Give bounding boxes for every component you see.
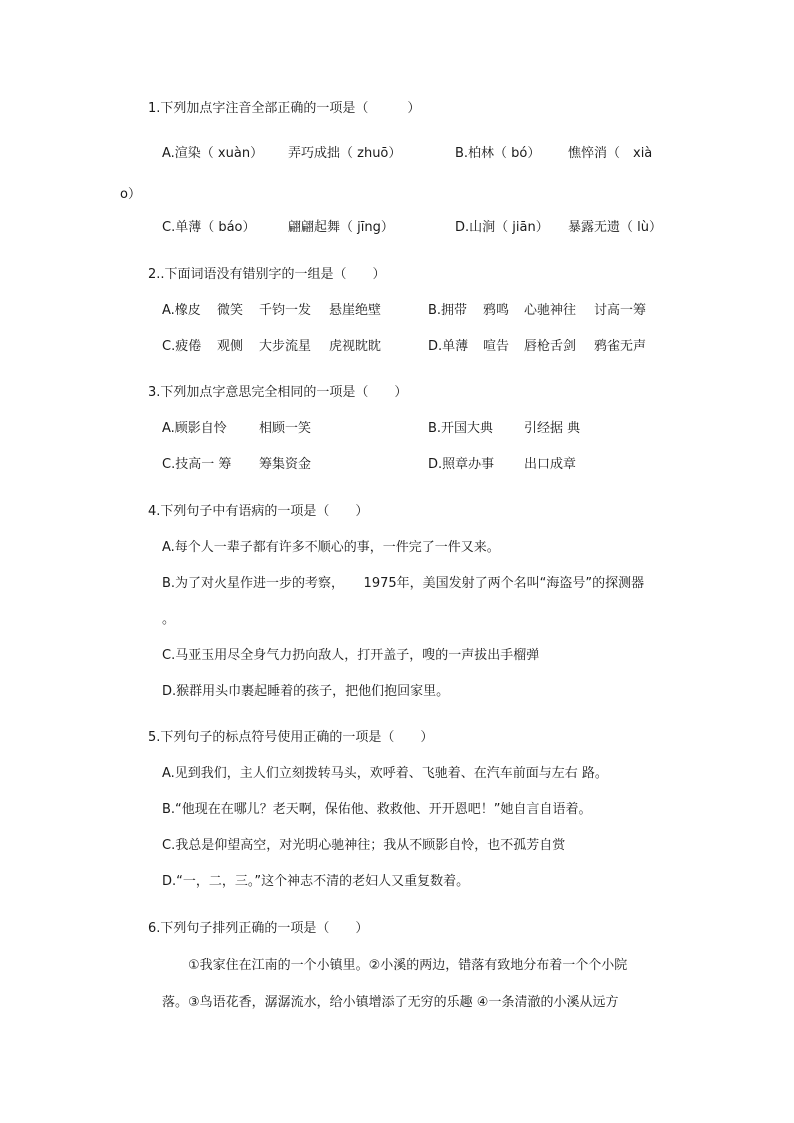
q3-option-b: B.开国大典 <box>428 421 494 436</box>
q1-option-c: C.单薄（ báo） <box>162 220 256 235</box>
q3-option-c-word2: 筹集资金 <box>259 457 312 472</box>
q2-b-word4: 讨高一筹 <box>594 303 647 318</box>
q5-option-d: D.“一，二，三。”这个神志不清的老妇人又重复数着。 <box>162 874 470 889</box>
question-2-stem: 2..下面词语没有错别字的一组是（ ） <box>148 267 386 282</box>
q1-option-d-word2: 暴露无遗（ lù） <box>568 220 662 235</box>
q4-option-c: C.马亚玉用尽全身气力扔向敌人，打开盖子，嗖的一声拔出手榴弹 <box>162 648 540 663</box>
q2-d-word1: D.单薄 <box>428 339 469 354</box>
q6-passage-line-1: ①我家住在江南的一个小镇里。②小溪的两边，错落有致地分布着一个个小院 <box>188 958 628 973</box>
q2-d-word4: 鸦雀无声 <box>594 339 647 354</box>
q2-d-word3: 唇枪舌剑 <box>524 339 577 354</box>
q1-wrap-continuation: o） <box>120 187 141 202</box>
q1-option-c-word2: 翩翩起舞（ jīng） <box>288 220 394 235</box>
q2-c-word3: 大步流星 <box>259 339 312 354</box>
q2-a-word3: 千钧一发 <box>259 303 312 318</box>
q2-a-word2: 微笑 <box>217 303 244 318</box>
q2-c-word1: C.疲倦 <box>162 339 202 354</box>
q2-d-word2: 喧告 <box>483 339 510 354</box>
q5-option-a: A.见到我们，主人们立刻拨转马头，欢呼着、飞驰着、在汽车前面与左右 路。 <box>162 766 608 781</box>
q3-option-d-word2: 出口成章 <box>524 457 577 472</box>
q3-option-d: D.照章办事 <box>428 457 495 472</box>
q4-option-d: D.猴群用头巾裹起睡着的孩子，把他们抱回家里。 <box>162 684 450 699</box>
question-3-stem: 3.下列加点字意思完全相同的一项是（ ） <box>148 385 408 400</box>
q1-option-b-word2: 憔悴消（ xià <box>568 146 653 161</box>
q2-c-word4: 虎视眈眈 <box>329 339 382 354</box>
q1-option-b: B.柏林（ bó） <box>455 146 541 161</box>
q2-c-word2: 观侧 <box>217 339 244 354</box>
q5-option-b: B.“他现在在哪儿？老天啊，保佑他、救救他、开开恩吧！”她自言自语着。 <box>162 802 592 817</box>
q1-option-a: A.渲染（ xuàn） <box>162 146 264 161</box>
q4-option-b-continuation: 。 <box>162 612 176 627</box>
q2-b-word2: 鸦鸣 <box>483 303 510 318</box>
q2-a-word4: 悬崖绝壁 <box>329 303 382 318</box>
q5-option-c: C.我总是仰望高空，对光明心驰神往；我从不顾影自怜，也不孤芳自赏 <box>162 838 566 853</box>
q3-option-a-word2: 相顾一笑 <box>259 421 312 436</box>
question-1-stem: 1.下列加点字注音全部正确的一项是（ ） <box>148 101 421 116</box>
q4-option-b: B.为了对火星作进一步的考察， 1975年，美国发射了两个名叫“海盗号”的探测器 <box>162 576 645 591</box>
q1-option-a-word2: 弄巧成拙（ zhuō） <box>288 146 402 161</box>
q2-a-word1: A.橡皮 <box>162 303 201 318</box>
q3-option-c: C.技高一 筹 <box>162 457 232 472</box>
q3-option-b-word2: 引经据 典 <box>524 421 581 436</box>
q1-option-d: D.山涧（ jiān） <box>455 220 549 235</box>
question-6-stem: 6.下列句子排列正确的一项是（ ） <box>148 921 369 936</box>
q2-b-word3: 心驰神往 <box>524 303 577 318</box>
q4-option-a: A.每个人一辈子都有许多不顺心的事，一件完了一件又来。 <box>162 540 500 555</box>
q3-option-a: A.顾影自怜 <box>162 421 227 436</box>
q6-passage-line-2: 落。③鸟语花香，潺潺流水，给小镇增添了无穷的乐趣 ④一条清澈的小溪从远方 <box>162 995 619 1010</box>
question-5-stem: 5.下列句子的标点符号使用正确的一项是（ ） <box>148 730 434 745</box>
q2-b-word1: B.拥带 <box>428 303 468 318</box>
question-4-stem: 4.下列句子中有语病的一项是（ ） <box>148 504 369 519</box>
